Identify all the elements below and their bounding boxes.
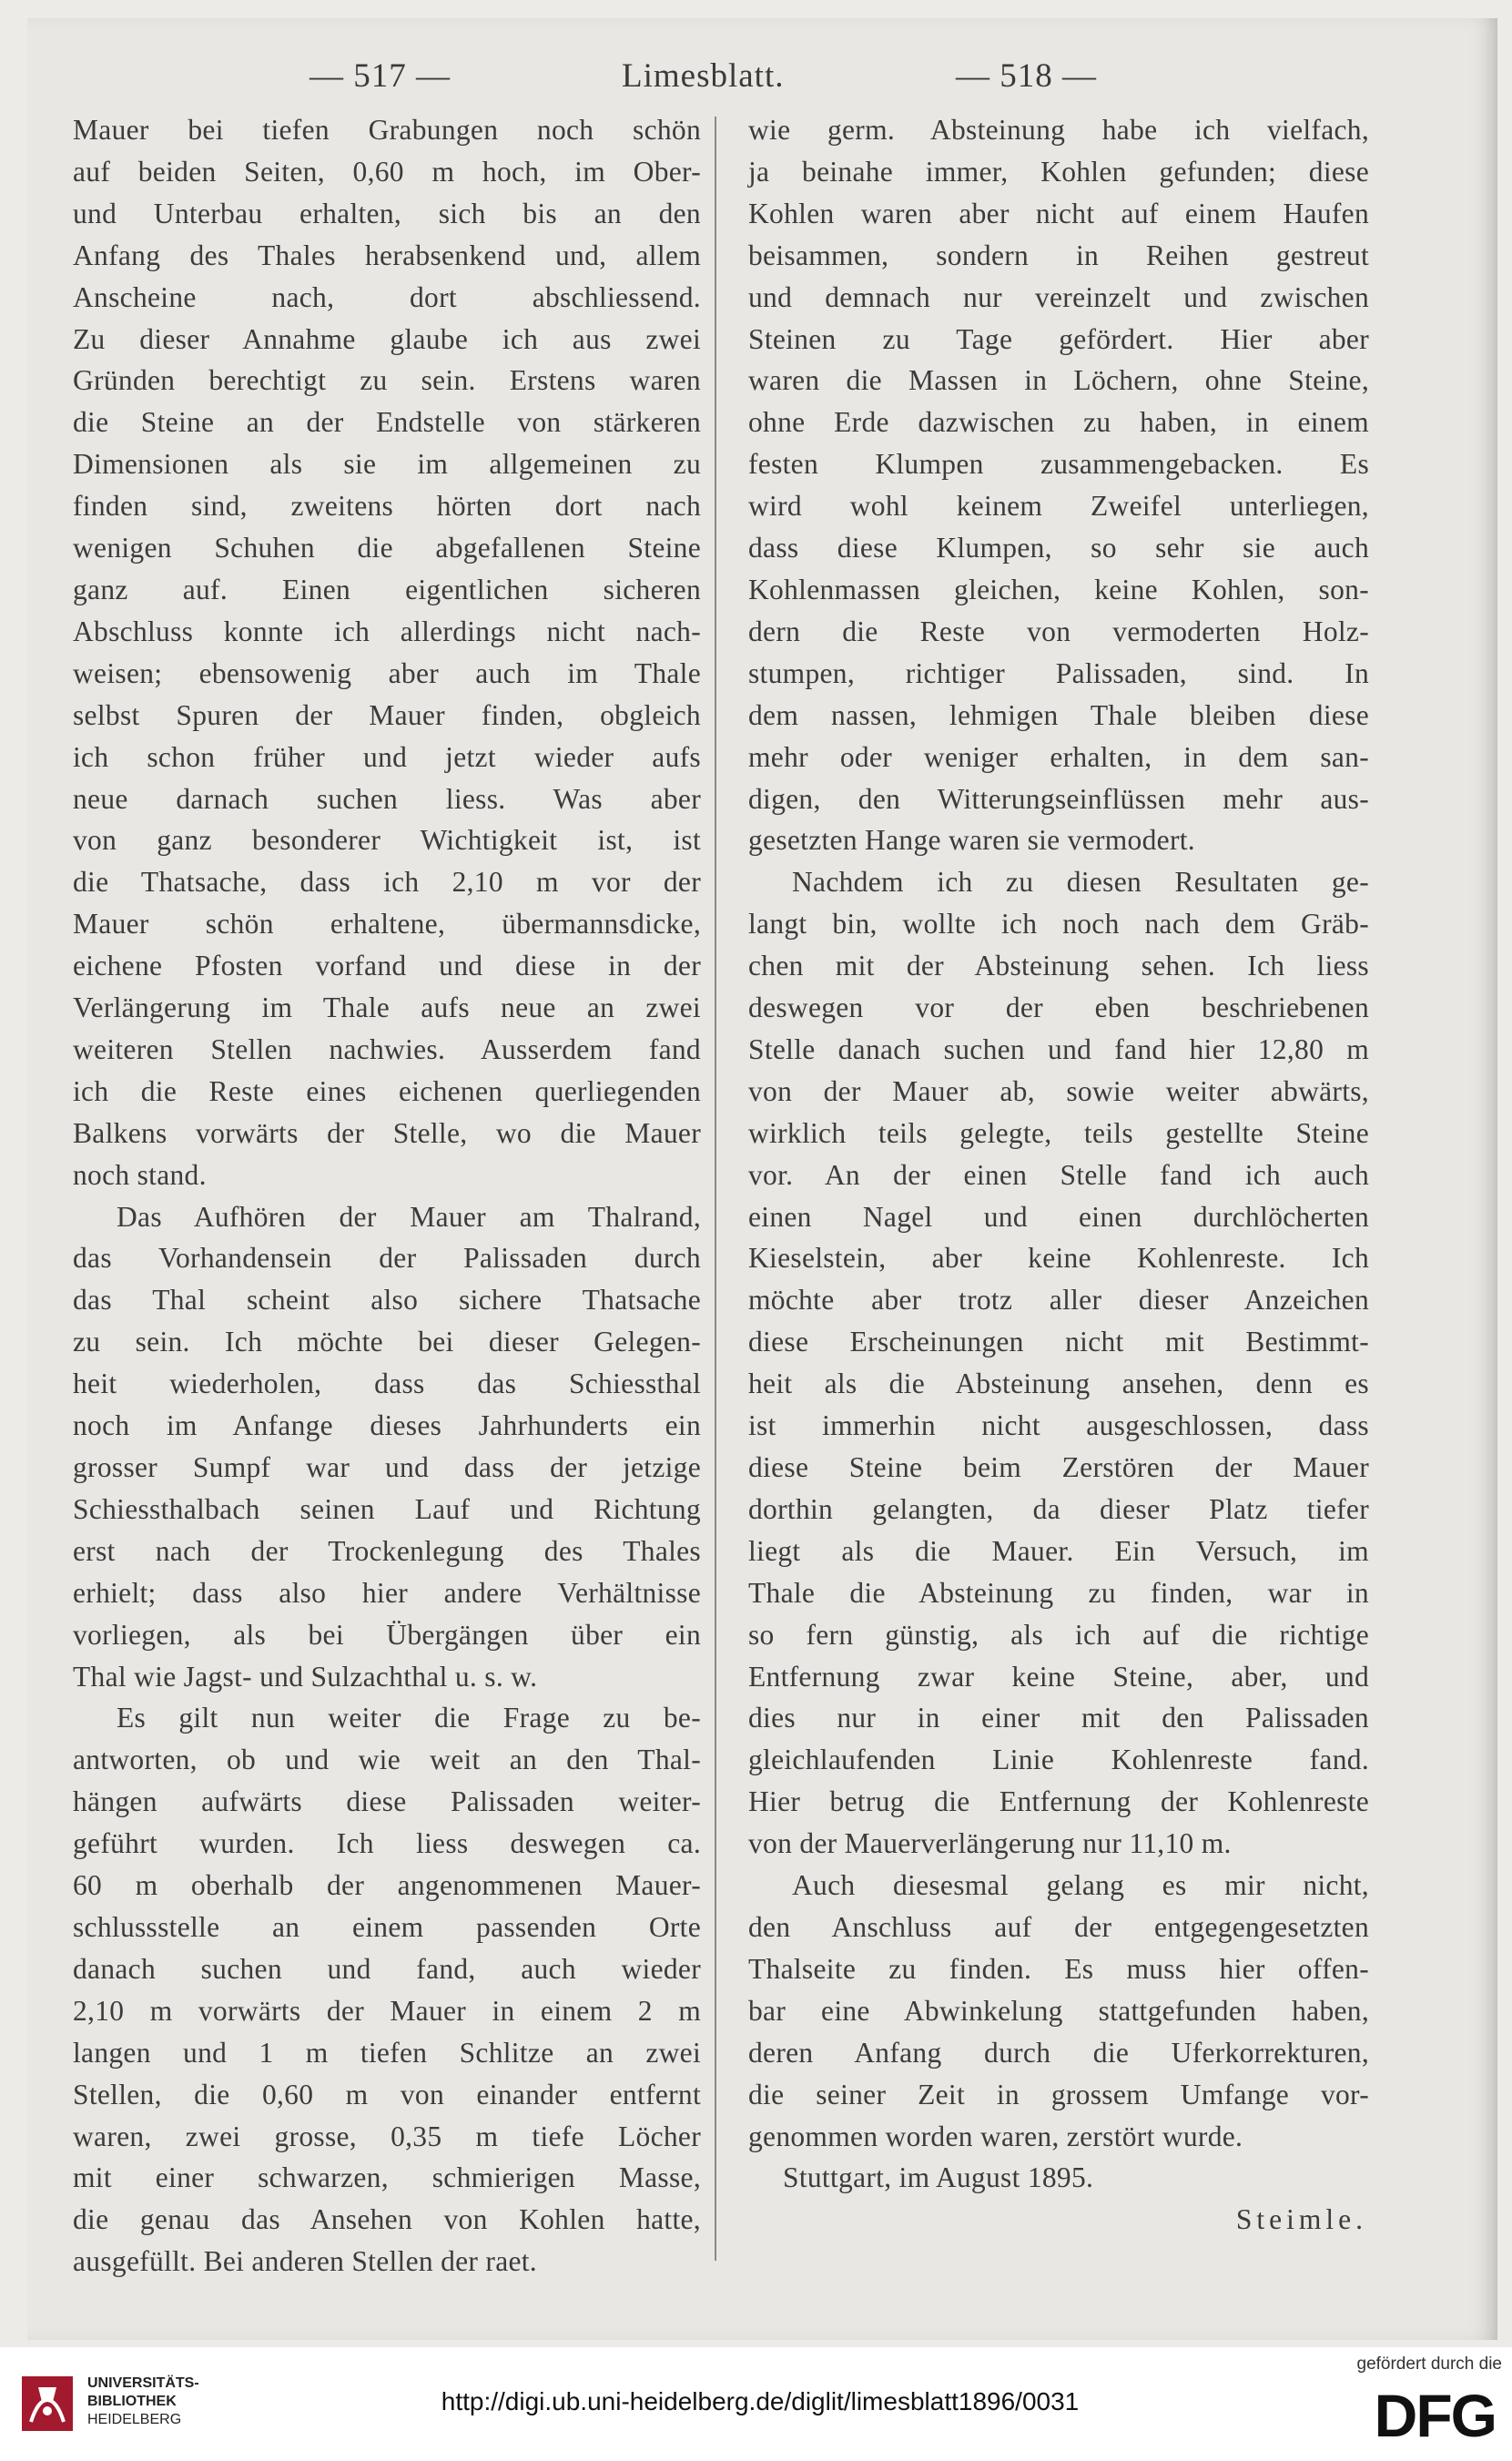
text-line: digen, den Witterungseinflüssen mehr aus- <box>748 782 1369 815</box>
text-line: erhielt; dass also hier andere Verhältnisse <box>73 1576 701 1609</box>
text-line: deren Anfang durch die Uferkorrekturen, <box>748 2036 1369 2069</box>
text-line: bar eine Abwinkelung stattgefunden haben, <box>748 1994 1369 2027</box>
text-line: stumpen, richtiger Palissaden, sind. In <box>748 656 1369 689</box>
paragraph <box>73 109 701 1196</box>
text-line: die seiner Zeit in grossem Umfange vor- <box>748 2078 1369 2110</box>
text-line: ich schon früher und jetzt wieder aufs <box>73 740 701 773</box>
text-line: heit als die Absteinung ansehen, denn es <box>748 1368 1369 1400</box>
place-and-date: Stuttgart, im August 1895. <box>783 2161 1094 2194</box>
text-line: wird wohl keinem Zweifel unterliegen, <box>748 490 1369 523</box>
funding-caption: gefördert durch die <box>1356 2354 1502 2374</box>
text-line: die genau das Ansehen von Kohlen hatte, <box>73 2203 701 2236</box>
text-line: ganz auf. Einen eigentlichen sicheren <box>73 573 701 605</box>
text-line: 2,10 m vorwärts der Mauer in einem 2 m <box>73 1994 701 2027</box>
text-line: vorliegen, als bei Übergängen über ein <box>73 1618 701 1651</box>
text-line: ausgefüllt. Bei anderen Stellen der raet. <box>73 2245 537 2278</box>
right-text-column <box>748 109 1369 2241</box>
text-line: langt bin, wollte ich noch nach dem Gräb- <box>748 908 1369 941</box>
text-line: Thal wie Jagst- und Sulzachthal u. s. w. <box>73 1660 538 1693</box>
text-line: von ganz besonderer Wichtigkeit ist, ist <box>73 824 701 857</box>
text-line: Schiessthalbach seinen Lauf und Richtung <box>73 1492 701 1525</box>
text-line: das Thal scheint also sichere Thatsache <box>73 1284 701 1317</box>
text-line: Steinen zu Tage gefördert. Hier aber <box>748 322 1369 355</box>
university-line-3: HEIDELBERG <box>87 2412 182 2427</box>
text-line: die Thatsache, dass ich 2,10 m vor der <box>73 866 701 899</box>
text-line: ich die Reste eines eichenen querliegenden <box>73 1074 701 1107</box>
text-line: gleichlaufenden Linie Kohlenreste fand. <box>748 1744 1369 1776</box>
text-line: Auch diesesmal gelang es mir nicht, <box>792 1869 1369 1902</box>
text-line: gesetzten Hange waren sie vermodert. <box>748 824 1195 857</box>
text-line: ohne Erde dazwischen zu haben, in einem <box>748 406 1369 439</box>
page-number-left: — 517 — <box>310 57 451 95</box>
text-line: neue darnach suchen liess. Was aber <box>73 782 701 815</box>
text-line: finden sind, zweitens hörten dort nach <box>73 490 701 523</box>
text-line: diese Erscheinungen nicht mit Bestimmt- <box>748 1326 1369 1358</box>
text-line: dorthin gelangten, da dieser Platz tiefer <box>748 1492 1369 1525</box>
text-line: mit einer schwarzen, schmierigen Masse, <box>73 2161 701 2194</box>
text-line: Kohlenmassen gleichen, keine Kohlen, son- <box>748 573 1369 605</box>
text-line: Verlängerung im Thale aufs neue an zwei <box>73 992 701 1024</box>
text-line: ja beinahe immer, Kohlen gefunden; diese <box>748 155 1369 188</box>
text-line: Mauer bei tiefen Grabungen noch schön <box>73 114 701 146</box>
text-line: Stelle danach suchen und fand hier 12,80 m <box>748 1032 1369 1065</box>
text-line: hängen aufwärts diese Palissaden weiter- <box>73 1785 701 1818</box>
text-line: Nachdem ich zu diesen Resultaten ge- <box>792 866 1369 899</box>
text-line: mehr oder weniger erhalten, in dem san- <box>748 740 1369 773</box>
text-line: liegt als die Mauer. Ein Versuch, im <box>748 1534 1369 1567</box>
text-line: noch im Anfange dieses Jahrhunderts ein <box>73 1409 701 1442</box>
text-line: chen mit der Absteinung sehen. Ich liess <box>748 950 1369 982</box>
university-line-2: BIBLIOTHEK <box>87 2394 177 2409</box>
text-line: danach suchen und fand, auch wieder <box>73 1952 701 1985</box>
text-line: wenigen Schuhen die abgefallenen Steine <box>73 532 701 564</box>
left-text-column <box>73 109 701 2283</box>
university-seal-icon <box>20 2375 75 2433</box>
text-line: Mauer schön erhaltene, übermannsdicke, <box>73 908 701 941</box>
paragraph <box>748 861 1369 1865</box>
text-line: Gründen berechtigt zu sein. Erstens waren <box>73 364 701 397</box>
text-line: auf beiden Seiten, 0,60 m hoch, im Ober- <box>73 155 701 188</box>
text-line: langen und 1 m tiefen Schlitze an zwei <box>73 2036 701 2069</box>
paragraph <box>73 1196 701 1698</box>
text-line: Anscheine nach, dort abschliessend. <box>73 280 701 313</box>
digitization-footer <box>0 2347 1512 2461</box>
text-line: schlussstelle an einem passenden Orte <box>73 1910 701 1943</box>
paragraph <box>748 1865 1369 2157</box>
text-line: einen Nagel und einen durchlöcherten <box>748 1200 1369 1233</box>
text-line: so fern günstig, als ich auf die richtige <box>748 1618 1369 1651</box>
text-line: wie germ. Absteinung habe ich vielfach, <box>748 114 1369 146</box>
text-line: möchte aber trotz aller dieser Anzeichen <box>748 1284 1369 1317</box>
text-line: Kohlen waren aber nicht auf einem Haufen <box>748 197 1369 229</box>
author-signature: Steimle. <box>1235 2203 1367 2236</box>
journal-title: Limesblatt. <box>622 57 785 95</box>
text-line: diese Steine beim Zerstören der Mauer <box>748 1451 1369 1483</box>
text-line: dern die Reste von vermoderten Holz- <box>748 615 1369 647</box>
text-line: Abschluss konnte ich allerdings nicht nach- <box>73 615 701 647</box>
text-line: Das Aufhören der Mauer am Thalrand, <box>117 1200 701 1233</box>
university-library-name <box>87 2375 199 2429</box>
text-line: weisen; ebensowenig aber auch im Thale <box>73 656 701 689</box>
text-line: genommen worden waren, zerstört wurde. <box>748 2120 1243 2152</box>
text-line: ist immerhin nicht ausgeschlossen, dass <box>748 1409 1369 1442</box>
document-url-link[interactable]: http://digi.ub.uni-heidelberg.de/diglit/limesblatt1896/0031 <box>441 2387 1080 2415</box>
text-line: vor. An der einen Stelle fand ich auch <box>748 1158 1369 1191</box>
text-line: weiteren Stellen nachwies. Ausserdem fand <box>73 1032 701 1065</box>
text-line: Thale die Absteinung zu finden, war in <box>748 1576 1369 1609</box>
text-line: zu sein. Ich möchte bei dieser Gelegen- <box>73 1326 701 1358</box>
text-line: Hier betrug die Entfernung der Kohlenreste <box>748 1785 1369 1818</box>
text-line: Stellen, die 0,60 m von einander entfernt <box>73 2078 701 2110</box>
university-line-1: UNIVERSITÄTS- <box>87 2375 199 2391</box>
text-line: das Vorhandensein der Palissaden durch <box>73 1242 701 1275</box>
text-line: selbst Spuren der Mauer finden, obgleich <box>73 698 701 731</box>
text-line: antworten, ob und wie weit an den Thal- <box>73 1744 701 1776</box>
text-line: Entfernung zwar keine Steine, aber, und <box>748 1660 1369 1693</box>
page-number-right: — 518 — <box>956 57 1097 95</box>
paragraph <box>73 1697 701 2283</box>
text-line: noch stand. <box>73 1158 207 1191</box>
text-line: und Unterbau erhalten, sich bis an den <box>73 197 701 229</box>
text-line: waren die Massen in Löchern, ohne Steine, <box>748 364 1369 397</box>
text-line: Kieselstein, aber keine Kohlenreste. Ich <box>748 1242 1369 1275</box>
text-line: Anfang des Thales herabsenkend und, allem <box>73 239 701 271</box>
text-line: grosser Sumpf war und dass der jetzige <box>73 1451 701 1483</box>
text-line: eichene Pfosten vorfand und diese in der <box>73 950 701 982</box>
dfg-logo-text: DFG <box>1374 2382 1496 2446</box>
text-line: Balkens vorwärts der Stelle, wo die Mauer <box>73 1116 701 1149</box>
paragraph <box>748 109 1369 861</box>
text-line: heit wiederholen, dass das Schiessthal <box>73 1368 701 1400</box>
text-line: die Steine an der Endstelle von stärkeren <box>73 406 701 439</box>
text-line: geführt wurden. Ich liess deswegen ca. <box>73 1827 701 1860</box>
text-line: Dimensionen als sie im allgemeinen zu <box>73 448 701 481</box>
text-line: dies nur in einer mit den Palissaden <box>748 1702 1369 1734</box>
text-line: dem nassen, lehmigen Thale bleiben diese <box>748 698 1369 731</box>
text-line: wirklich teils gelegte, teils gestellte Steine <box>748 1116 1369 1149</box>
text-line: festen Klumpen zusammengebacken. Es <box>748 448 1369 481</box>
text-line: Thalseite zu finden. Es muss hier offen- <box>748 1952 1369 1985</box>
column-divider <box>715 117 716 2261</box>
text-line: dass diese Klumpen, so sehr sie auch <box>748 532 1369 564</box>
text-line: und demnach nur vereinzelt und zwischen <box>748 280 1369 313</box>
text-line: deswegen vor der eben beschriebenen <box>748 992 1369 1024</box>
text-line: waren, zwei grosse, 0,35 m tiefe Löcher <box>73 2120 701 2152</box>
text-line: beisammen, sondern in Reihen gestreut <box>748 239 1369 271</box>
running-header <box>0 56 1512 111</box>
text-line: Zu dieser Annahme glaube ich aus zwei <box>73 322 701 355</box>
dfg-logo-icon <box>1343 2382 1497 2446</box>
text-line: von der Mauerverlängerung nur 11,10 m. <box>748 1827 1232 1860</box>
text-line: den Anschluss auf der entgegengesetzten <box>748 1910 1369 1943</box>
text-line: 60 m oberhalb der angenommenen Mauer- <box>73 1869 701 1902</box>
text-line: von der Mauer ab, sowie weiter abwärts, <box>748 1074 1369 1107</box>
text-line: erst nach der Trockenlegung des Thales <box>73 1534 701 1567</box>
text-line: Es gilt nun weiter die Frage zu be- <box>117 1702 701 1734</box>
